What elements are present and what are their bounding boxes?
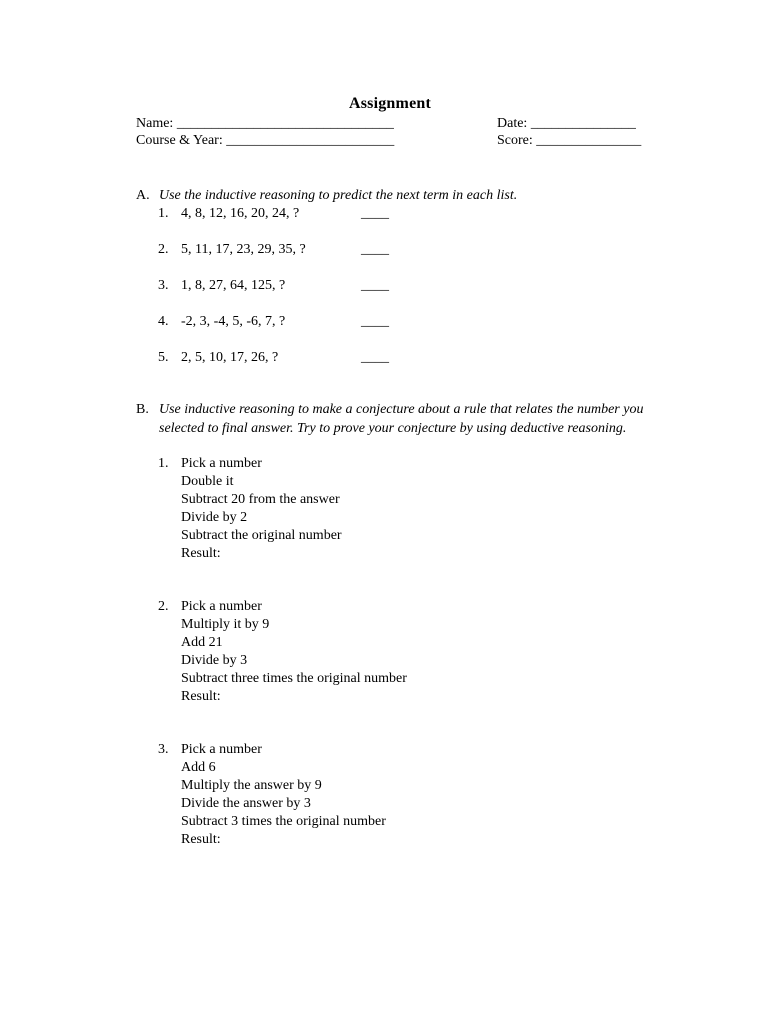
section-b-problem-2-step: Subtract three times the original number <box>181 671 407 686</box>
page-title: Assignment <box>348 95 431 112</box>
course-year-field: Course & Year: ________________________ <box>136 133 395 148</box>
section-b-problem-3-number: 3. <box>158 742 169 757</box>
name-field: Name: _______________________________ <box>136 116 394 131</box>
section-b-problem-1-step: Subtract the original number <box>181 528 342 543</box>
section-b-problem-2-step: Divide by 3 <box>181 653 248 668</box>
section-b-problem-1-step: Subtract 20 from the answer <box>181 492 340 507</box>
section-b-problem-3-step: Pick a number <box>181 742 262 757</box>
section-a-item-3-number: 3. <box>158 278 169 293</box>
section-a-item-3-answer-blank: ____ <box>361 278 389 293</box>
section-a-item-5-answer-blank: ____ <box>361 350 389 365</box>
section-b-problem-2-result: Result: <box>181 689 221 704</box>
date-field: Date: _______________ <box>497 116 636 131</box>
section-a-item-5-number: 5. <box>158 350 169 365</box>
section-b-instruction-line-1: Use inductive reasoning to make a conjecture about a rule that relates the number you <box>159 402 644 417</box>
section-a-item-1-sequence: 4, 8, 12, 16, 20, 24, ? <box>181 206 300 221</box>
section-b-marker: B. <box>136 402 149 417</box>
section-a-instruction: Use the inductive reasoning to predict the next term in each list. <box>159 188 518 203</box>
score-field: Score: _______________ <box>497 133 642 148</box>
section-b-problem-1-result: Result: <box>181 546 221 561</box>
section-b-problem-2-step: Multiply it by 9 <box>181 617 270 632</box>
section-b-problem-3-step: Divide the answer by 3 <box>181 796 311 811</box>
section-a-item-5-sequence: 2, 5, 10, 17, 26, ? <box>181 350 279 365</box>
section-b-problem-3-step: Subtract 3 times the original number <box>181 814 386 829</box>
section-b-problem-2-number: 2. <box>158 599 169 614</box>
section-a-item-1-answer-blank: ____ <box>361 206 389 221</box>
section-b-problem-3-result: Result: <box>181 832 221 847</box>
section-b-problem-1-number: 1. <box>158 456 169 471</box>
section-a-item-3-sequence: 1, 8, 27, 64, 125, ? <box>181 278 286 293</box>
section-b-problem-3-step: Multiply the answer by 9 <box>181 778 322 793</box>
section-a-item-1-number: 1. <box>158 206 169 221</box>
section-a-item-2-number: 2. <box>158 242 169 257</box>
section-b-problem-2-step: Pick a number <box>181 599 262 614</box>
section-a-item-4-answer-blank: ____ <box>361 314 389 329</box>
section-a-item-4-number: 4. <box>158 314 169 329</box>
section-b-problem-1-step: Double it <box>181 474 234 489</box>
section-b-problem-1-step: Divide by 2 <box>181 510 248 525</box>
section-a-item-4-sequence: -2, 3, -4, 5, -6, 7, ? <box>181 314 286 329</box>
section-b-problem-3-step: Add 6 <box>181 760 216 775</box>
section-b-instruction-line-2: selected to final answer. Try to prove your conjecture by using deductive reasoning. <box>159 421 627 436</box>
section-b-problem-2-step: Add 21 <box>181 635 223 650</box>
section-a-item-2-answer-blank: ____ <box>361 242 389 257</box>
section-a-item-2-sequence: 5, 11, 17, 23, 29, 35, ? <box>181 242 306 257</box>
section-b-problem-1-step: Pick a number <box>181 456 262 471</box>
section-a-marker: A. <box>136 188 150 203</box>
